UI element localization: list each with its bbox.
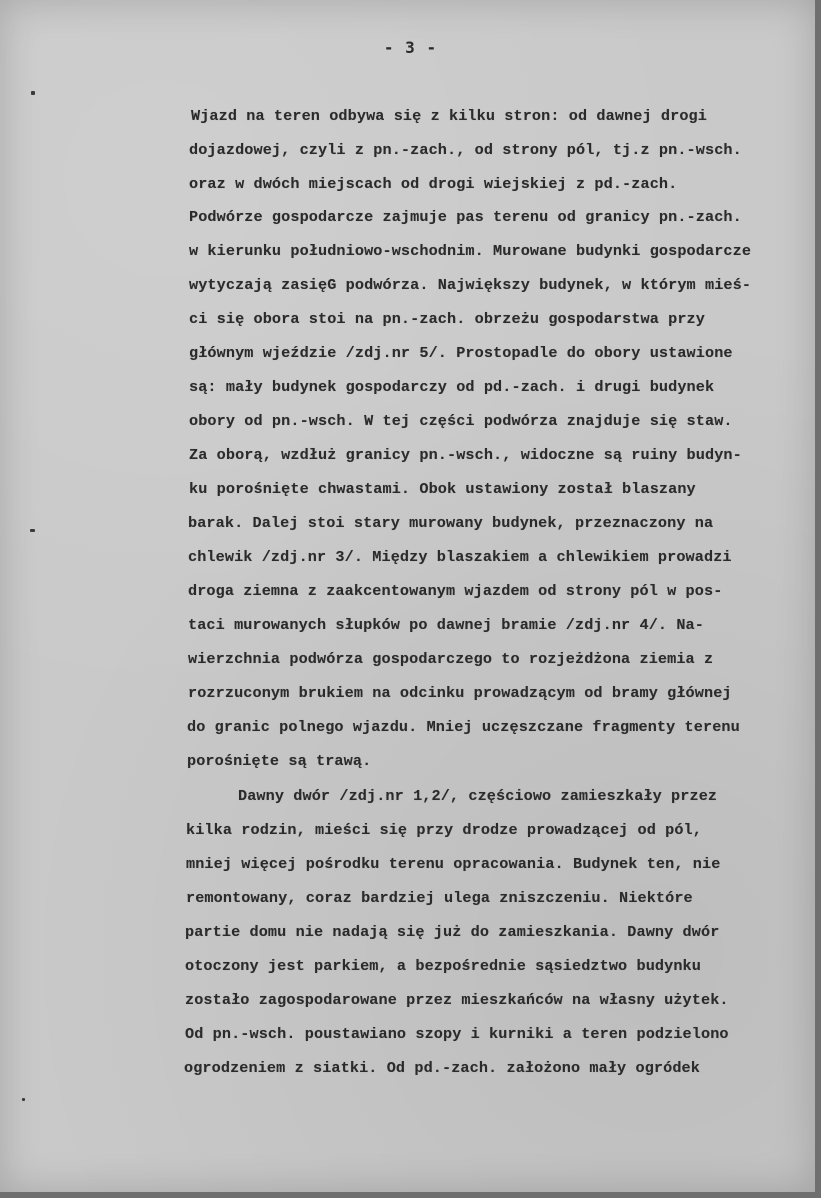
text-line: do granic polnego wjazdu. Mniej uczęszczane fragmenty terenu [187,718,740,736]
text-line: rozrzuconym brukiem na odcinku prowadzącym od bramy głównej [188,684,732,702]
page-number: - 3 - [383,38,438,57]
text-line: są: mały budynek gospodarczy od pd.-zach. i drugi budynek [189,378,715,396]
margin-mark [22,1098,25,1101]
text-line: taci murowanych słupków po dawnej bramie /zdj.nr 4/. Na- [188,616,704,634]
text-line: obory od pn.-wsch. W tej części podwórza znajduje się staw. [189,412,733,430]
text-line: barak. Dalej stoi stary murowany budynek, przeznaczony na [188,514,714,532]
text-line: zostało zagospodarowane przez mieszkańców na własny użytek. [185,991,729,1009]
text-line: głównym wjeździe /zdj.nr 5/. Prostopadle do obory ustawione [189,344,733,362]
text-line: Dawny dwór /zdj.nr 1,2/, częściowo zamieszkały przez [238,787,718,805]
text-line: porośnięte są trawą. [187,752,372,770]
text-line: dojazdowej, czyli z pn.-zach., od strony pól, tj.z pn.-wsch. [189,141,742,159]
text-line: remontowany, coraz bardziej ulega zniszczeniu. Niektóre [186,889,693,907]
text-line: droga ziemna z zaakcentowanym wjazdem od strony pól w pos- [188,582,723,600]
text-line: Podwórze gospodarcze zajmuje pas terenu od granicy pn.-zach. [189,208,742,226]
text-line: Za oborą, wzdłuż granicy pn.-wsch., widoczne są ruiny budyn- [189,446,742,464]
text-line: partie domu nie nadają się już do zamieszkania. Dawny dwór [185,923,720,941]
text-line: wytyczają zasięG podwórza. Największy budynek, w którym mieś- [189,276,752,294]
text-line: chlewik /zdj.nr 3/. Między blaszakiem a chlewikiem prowadzi [188,548,732,566]
text-line: oraz w dwóch miejscach od drogi wiejskiej z pd.-zach. [189,175,678,193]
text-line: Od pn.-wsch. poustawiano szopy i kurniki a teren podzielono [185,1025,729,1043]
margin-mark [31,91,35,95]
margin-mark [30,529,35,532]
text-line: w kierunku południowo-wschodnim. Murowane budynki gospodarcze [189,242,752,260]
text-line: otoczony jest parkiem, a bezpośrednie sąsiedztwo budynku [185,957,701,975]
text-line: Wjazd na teren odbywa się z kilku stron: od dawnej drogi [191,107,707,125]
text-line: ci się obora stoi na pn.-zach. obrzeżu gospodarstwa przy [189,310,705,328]
text-line: ogrodzeniem z siatki. Od pd.-zach. założono mały ogródek [184,1059,700,1077]
text-line: mniej więcej pośrodku terenu opracowania. Budynek ten, nie [186,855,721,873]
text-line: wierzchnia podwórza gospodarczego to rozjeżdżona ziemia z [188,650,714,668]
text-line: kilka rodzin, mieści się przy drodze prowadzącej od pól, [186,821,702,839]
text-line: ku porośnięte chwastami. Obok ustawiony został blaszany [189,480,696,498]
